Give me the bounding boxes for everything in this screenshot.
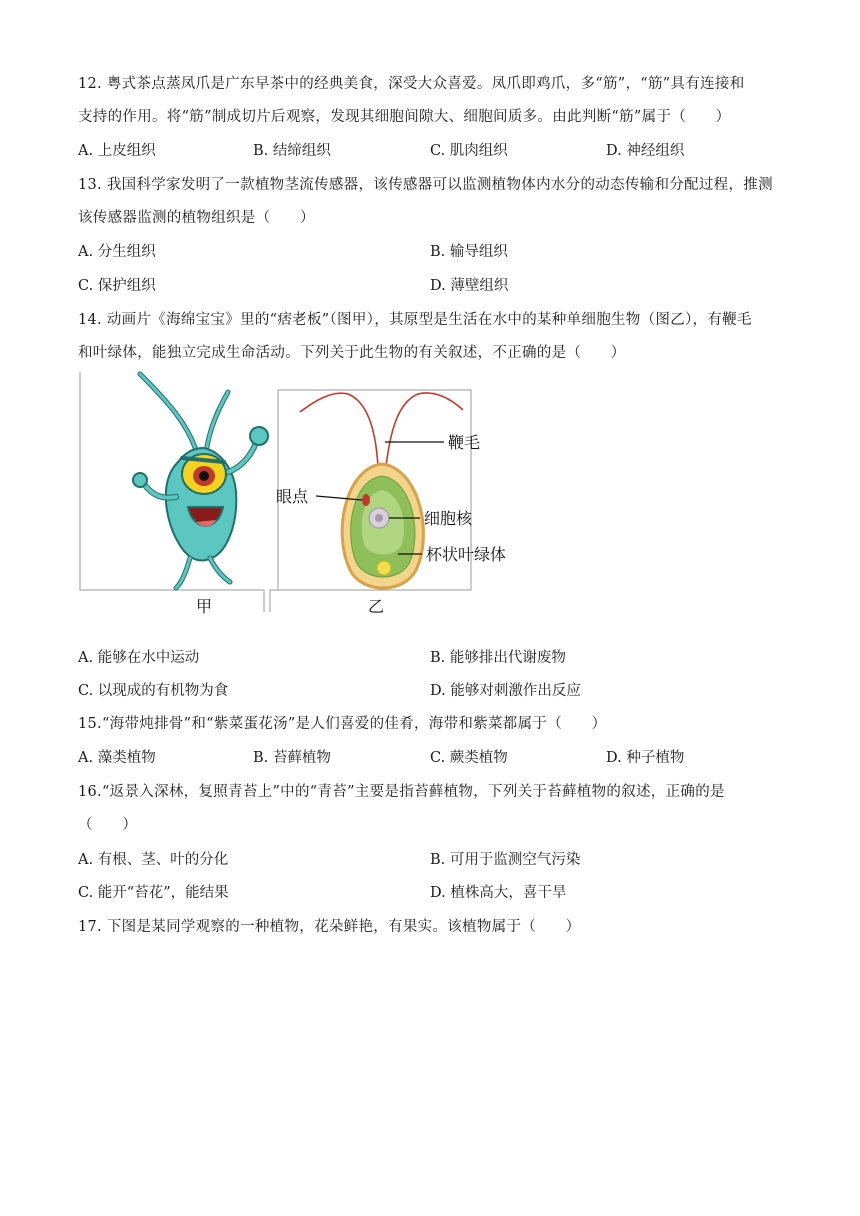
q15-option-c: C. 蕨类植物 <box>430 750 508 766</box>
q16-option-b: B. 可用于监测空气污染 <box>430 852 581 868</box>
q14-figure-svg <box>78 372 507 622</box>
label-chloroplast: 杯状叶绿体 <box>426 545 507 564</box>
q16-text-line-1: 16.“返景入深林，复照青苔上”中的“青苔”主要是指苔藓植物，下列关于苔藓植物的叙述，正确的是 <box>78 784 725 800</box>
q13-text-line-1: 13. 我国科学家发明了一款植物茎流传感器，该传感器可以监测植物体内水分的动态传输和分配过程，推测 <box>78 177 773 193</box>
q14-option-a: A. 能够在水中运动 <box>78 650 200 666</box>
q13-option-c: C. 保护组织 <box>78 278 156 294</box>
caption-jia: 甲 <box>196 597 213 616</box>
q13-option-a: A. 分生组织 <box>78 244 156 260</box>
label-flagellum: 鞭毛 <box>448 433 481 452</box>
q12-option-d: D. 神经组织 <box>606 143 685 159</box>
q12-option-b: B. 结缔组织 <box>253 143 331 159</box>
q17-text-line-1: 17. 下图是某同学观察的一种植物，花朵鲜艳，有果实。该植物属于（ ） <box>78 919 581 935</box>
q14-text-line-1: 14. 动画片《海绵宝宝》里的“痞老板”（图甲），其原型是生活在水中的某种单细胞生物（图乙），有鞭毛 <box>78 312 752 328</box>
q16-text-line-2: （ ） <box>78 817 138 833</box>
q13-option-b: B. 输导组织 <box>430 244 508 260</box>
q15-option-d: D. 种子植物 <box>606 750 685 766</box>
caption-yi: 乙 <box>368 597 385 616</box>
q12-option-c: C. 肌肉组织 <box>430 143 508 159</box>
label-eyespot: 眼点 <box>276 487 309 506</box>
q15-option-b: B. 苔藓植物 <box>253 750 331 766</box>
q12-text-line-2: 支持的作用。将“筋”制成切片后观察，发现其细胞间隙大、细胞间质多。由此判断“筋”属于（ ） <box>78 109 731 125</box>
q12-text-line-1: 12. 粤式茶点蒸凤爪是广东早茶中的经典美食，深受大众喜爱。凤爪即鸡爪，多“筋”，“筋”具有连接和 <box>78 76 745 92</box>
q16-option-c: C. 能开“苔花”，能结果 <box>78 885 229 901</box>
q14-text-line-2: 和叶绿体，能独立完成生命活动。下列关于此生物的有关叙述，不正确的是（ ） <box>78 345 626 361</box>
q13-option-d: D. 薄壁组织 <box>430 278 509 294</box>
q16-option-a: A. 有根、茎、叶的分化 <box>78 852 229 868</box>
q14-option-b: B. 能够排出代谢废物 <box>430 650 566 666</box>
q14-option-d: D. 能够对刺激作出反应 <box>430 683 581 699</box>
q16-option-d: D. 植株高大，喜干旱 <box>430 885 567 901</box>
plankton-character-illustration <box>133 374 268 588</box>
q15-text-line-1: 15.“海带炖排骨”和“紫菜蛋花汤”是人们喜爱的佳肴，海带和紫菜都属于（ ） <box>78 716 607 732</box>
q14-figure <box>78 372 507 622</box>
q15-option-a: A. 藻类植物 <box>78 750 156 766</box>
q14-option-c: C. 以现成的有机物为食 <box>78 683 229 699</box>
label-nucleus: 细胞核 <box>424 509 473 528</box>
q12-option-a: A. 上皮组织 <box>78 143 156 159</box>
q13-text-line-2: 该传感器监测的植物组织是（ ） <box>78 210 315 226</box>
